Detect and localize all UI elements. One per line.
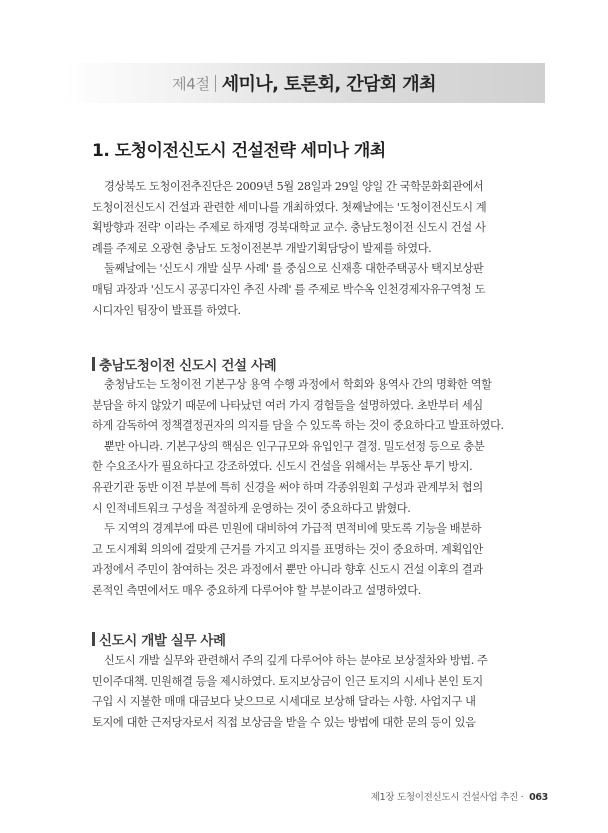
text-line: 매팀 과장과 '신도시 공공디자인 추진 사례' 를 주제로 박수옥 인천경제자유구역청 도 [92,282,486,296]
text-line: 례를 주제로 오광현 충남도 도청이전본부 개발기획담당이 발제를 하였다. [92,241,432,255]
chapter-label: 제4절 [172,74,210,93]
section-title: 1. 도청이전신도시 건설전략 세미나 개최 [92,141,386,161]
subheading-chungnam-case [92,354,532,374]
text-line: 충청남도는 도청이전 기본구상 용역 수행 과정에서 학회와 용역사 간의 명확한 역할 [104,378,492,391]
page-footer [371,789,548,803]
heading-bar [92,632,95,646]
intro-paragraph [92,177,542,321]
chapter-divider [215,75,216,92]
heading-bar [92,357,95,371]
subheading-text: 충남도청이전 신도시 건설 사례 [99,358,277,374]
text-line: 고 도시계획 의의에 걸맞게 근거를 가지고 의지를 표명하는 것이 중요하며. 계획입안 [92,542,483,556]
chapter-title: 세미나, 토론회, 간담회 개최 [221,74,436,95]
text-line: 시 인적네트워크 구성을 적절하게 운영하는 것이 중요하다고 밝혔다. [92,501,411,515]
chungnam-paragraph [92,375,542,602]
text-line: 신도시 개발 실무와 관련해서 주의 깊게 다루어야 하는 분야로 보상절차와 방법. 주 [104,654,488,667]
text-line: 뿐만 아니라. 기본구상의 핵심은 인구규모와 유입인구 결정. 밀도선정 등으로 충분 [104,439,485,453]
footer-separator: · [520,792,524,803]
text-line: 획방향과 전략' 이라는 주제로 하재명 경북대학교 교수. 충남도청이전 신도시 건설 사 [92,221,486,235]
text-line: 과정에서 주민이 참여하는 것은 과정에서 뿐만 아니라 향후 신도시 건설 이후의 결과 [92,563,483,577]
text-line: 분담을 하지 않았기 때문에 나타났던 여러 가지 경험들을 설명하였다. 초반부터 세심 [92,398,483,412]
chapter-banner [63,63,545,103]
page-number: 063 [529,792,548,803]
text-line: 도청이전신도시 건설과 관련한 세미나를 개최하였다. 첫째날에는 '도청이전신도시 계 [92,200,487,214]
newtown-paragraph [92,651,542,733]
text-line: 두 지역의 경계부에 따른 민원에 대비하여 가급적 면적비에 맞도록 기능을 배분하 [104,522,482,536]
footer-chapter-text: 제1장 도청이전신도시 건설사업 추진 [370,792,518,803]
text-line: 시디자인 팀장이 발표를 하였다. [92,303,241,317]
subheading-newtown-practice [92,629,532,649]
text-line: 민이주대책. 민원해결 등을 제시하였다. 토지보상금이 인근 토지의 시세나 본인 토지 [92,674,483,688]
subheading-text: 신도시 개발 실무 사례 [99,633,226,649]
text-line: 구입 시 지불한 매매 대금보다 낮으므로 시세대로 보상해 달라는 사항. 사업지구 내 [92,695,476,709]
text-line: 론적인 측면에서도 매우 중요하게 다루어야 할 부분이라고 설명하였다. [92,583,421,597]
text-line: 경상북도 도청이전추진단은 2009년 5월 28일과 29일 양일 간 국학문화회관에서 [104,180,484,193]
text-line: 하게 감독하여 정책결정권자의 의지를 담을 수 있도록 하는 것이 중요하다고 발표하였다. [92,419,504,433]
text-line: 유관기관 동반 이전 부분에 특히 신경을 써야 하며 각종위원회 구성과 관계부처 협의 [92,480,483,494]
text-line: 토지에 대한 근저당자로서 직접 보상금을 받을 수 있는 방법에 대한 문의 등이 있음 [92,715,476,729]
text-line: 둘째날에는 '신도시 개발 실무 사례' 를 중심으로 신재흥 대한주택공사 택지보상판 [104,262,484,276]
text-line: 한 수요조사가 필요하다고 강조하였다. 신도시 건설을 위해서는 부동산 투기 방지. [92,460,473,474]
